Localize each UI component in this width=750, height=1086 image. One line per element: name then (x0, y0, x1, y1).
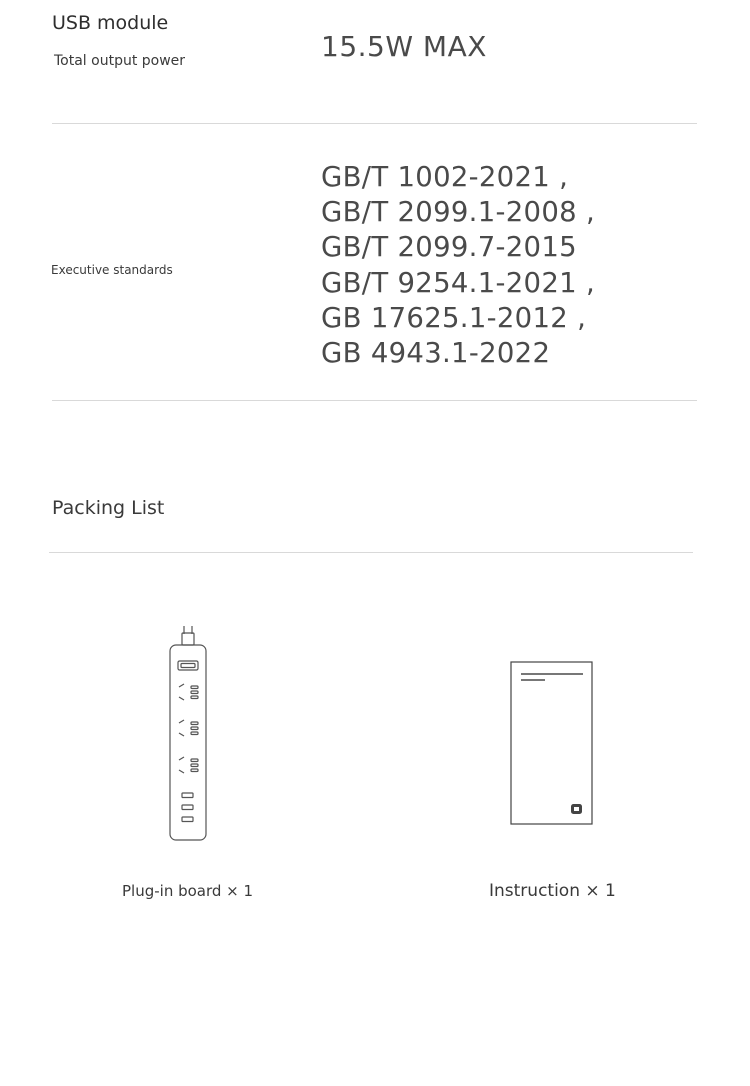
standard-item: GB/T 2099.7-2015 (321, 231, 577, 264)
power-strip-illustration-icon (160, 620, 216, 844)
instruction-manual-illustration-icon (506, 658, 598, 830)
section-divider (52, 400, 697, 401)
total-output-power-label: Total output power (54, 53, 186, 69)
standard-item: GB/T 2099.1-2008 , (321, 196, 595, 229)
instruction-caption: Instruction × 1 (489, 881, 616, 901)
executive-standards-label: Executive standards (51, 263, 173, 277)
standards-list (321, 160, 595, 371)
usb-module-title: USB module (52, 12, 169, 34)
plug-in-board-caption: Plug-in board × 1 (122, 882, 254, 900)
section-divider (52, 123, 697, 124)
section-divider (49, 552, 693, 553)
standard-item: GB 4943.1-2022 (321, 337, 551, 370)
packing-list-title: Packing List (52, 497, 165, 519)
total-output-power-value: 15.5W MAX (321, 30, 487, 63)
standard-item: GB/T 1002-2021 , (321, 161, 569, 193)
standard-item: GB 17625.1-2012 , (321, 301, 587, 334)
standard-item: GB/T 9254.1-2021 , (321, 266, 595, 299)
